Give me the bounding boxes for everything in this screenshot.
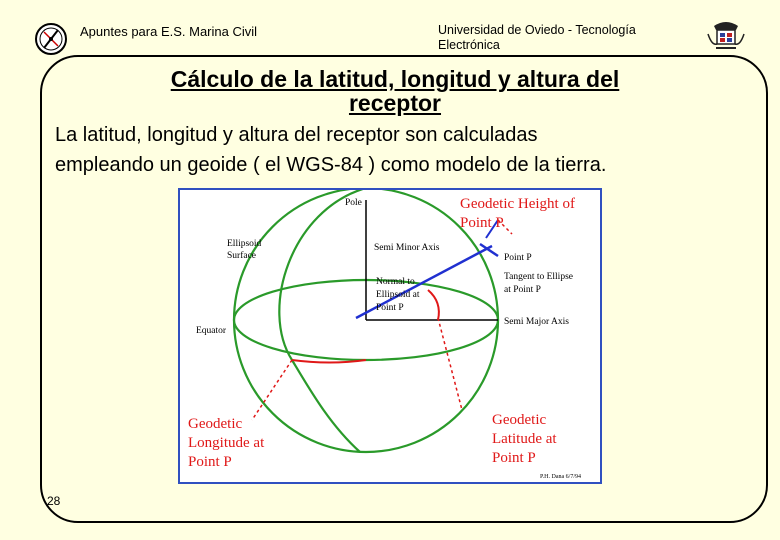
label-latitude-3: Point P bbox=[492, 450, 536, 466]
label-normal-2: Ellipsoid at bbox=[376, 290, 420, 300]
label-latitude-1: Geodetic bbox=[492, 412, 547, 428]
label-tangent-2: at Point P bbox=[504, 285, 541, 295]
meridian-arc bbox=[279, 190, 366, 452]
label-tangent-1: Tangent to Ellipse bbox=[504, 272, 573, 282]
label-geodetic-height-1: Geodetic Height of bbox=[460, 196, 575, 212]
label-longitude-2: Longitude at bbox=[188, 435, 265, 451]
longitude-arc bbox=[292, 360, 366, 363]
label-semi-major: Semi Major Axis bbox=[504, 317, 569, 327]
slide-title bbox=[110, 64, 680, 118]
longitude-pointer bbox=[252, 360, 292, 420]
header-institution bbox=[438, 23, 688, 53]
label-semi-minor: Semi Minor Axis bbox=[374, 243, 440, 253]
geodetic-diagram bbox=[180, 190, 600, 482]
label-equator: Equator bbox=[196, 326, 227, 336]
slide-title-line2: receptor bbox=[348, 90, 442, 116]
label-ellipsoid-2: Surface bbox=[227, 251, 257, 261]
geodetic-figure bbox=[178, 188, 602, 484]
label-longitude-3: Point P bbox=[188, 454, 232, 470]
slide-body-line1: La latitud, longitud y altura del receptor son calculadas bbox=[55, 124, 538, 146]
figure-credit: P.H. Dana 6/7/94 bbox=[540, 474, 581, 480]
label-geodetic-height-2: Point P bbox=[460, 215, 504, 231]
slide-body-line2: empleando un geoide ( el WGS-84 ) como modelo de la tierra. bbox=[55, 154, 607, 176]
label-longitude-1: Geodetic bbox=[188, 416, 243, 432]
university-crest-logo-icon bbox=[706, 18, 746, 54]
header-institution-line2: Electrónica bbox=[438, 38, 500, 52]
header-institution-line1: Universidad de Oviedo - Tecnología bbox=[438, 23, 636, 37]
label-pole: Pole bbox=[345, 198, 362, 208]
slide-title-line1: Cálculo de la latitud, longitud y altura del bbox=[170, 66, 620, 92]
label-latitude-2: Latitude at bbox=[492, 431, 557, 447]
label-ellipsoid-1: Ellipsoid bbox=[227, 239, 262, 249]
header-course-title: Apuntes para E.S. Marina Civil bbox=[80, 24, 258, 39]
label-normal-1: Normal to bbox=[376, 277, 415, 287]
label-point-p: Point P bbox=[504, 253, 532, 263]
slide-body bbox=[55, 120, 765, 180]
compass-rose-logo-icon bbox=[34, 22, 68, 56]
page-number: 28 bbox=[47, 494, 61, 508]
latitude-pointer bbox=[438, 318, 462, 410]
latitude-arc bbox=[428, 290, 439, 320]
label-normal-3: Point P bbox=[376, 303, 404, 313]
